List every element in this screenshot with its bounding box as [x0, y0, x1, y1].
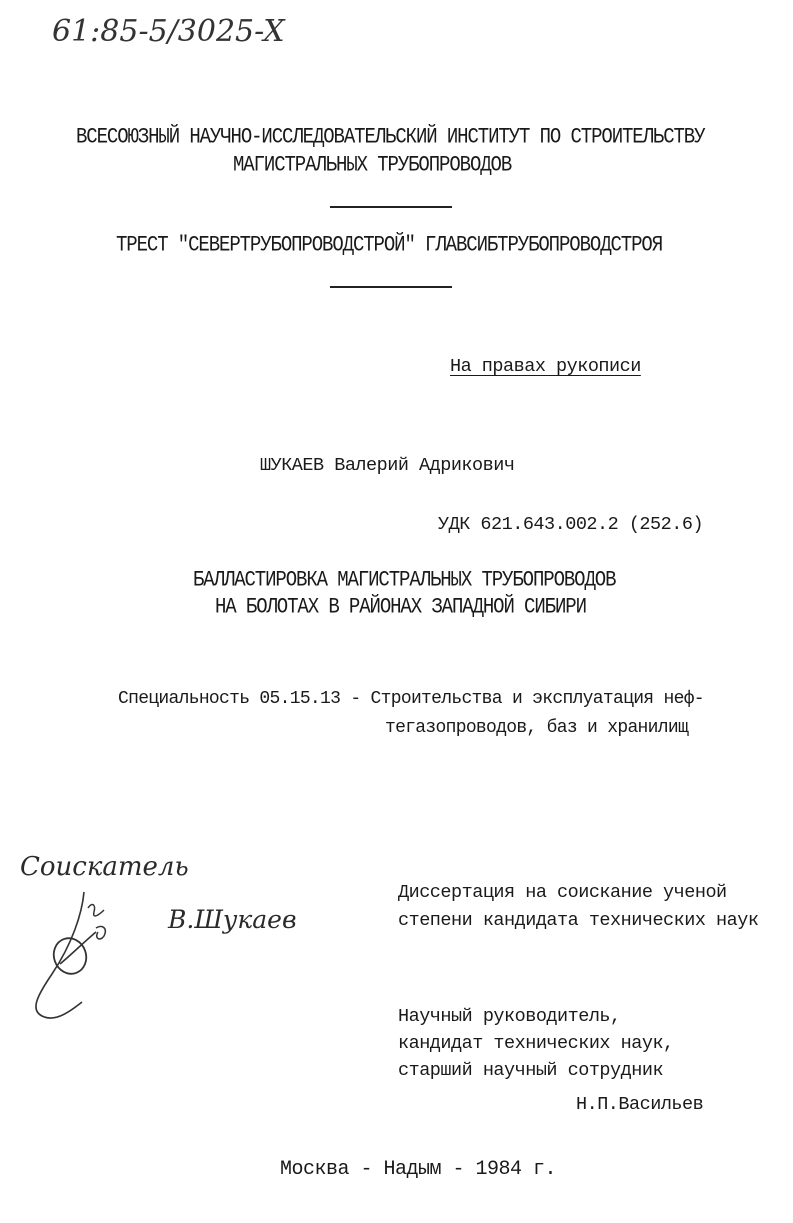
dissertation-title-line1: БАЛЛАСТИРОВКА МАГИСТРАЛЬНЫХ ТРУБОПРОВОДОВ — [193, 567, 616, 593]
dissertation-statement-line2: степени кандидата технических наук — [398, 910, 759, 931]
handwritten-archive-number: 61:85-5/3025-X — [52, 14, 285, 49]
divider-bottom — [330, 286, 452, 288]
institute-name-line2: МАГИСТРАЛЬНЫХ ТРУБОПРОВОДОВ — [233, 152, 512, 178]
applicant-label-handwritten: Соискатель — [20, 852, 189, 882]
supervisor-line1: Научный руководитель, — [398, 1006, 621, 1027]
dissertation-statement-line1: Диссертация на соискание ученой — [398, 882, 727, 903]
dissertation-title-line2: НА БОЛОТАХ В РАЙОНАХ ЗАПАДНОЙ СИБИРИ — [215, 594, 586, 620]
institute-name-line1: ВСЕСОЮЗНЫЙ НАУЧНО-ИССЛЕДОВАТЕЛЬСКИЙ ИНСТИТУТ ПО СТРОИТЕЛЬСТВУ — [76, 124, 705, 150]
applicant-signature-name: В.Шукаев — [168, 905, 297, 934]
author-name: ШУКАЕВ Валерий Адрикович — [260, 455, 515, 476]
specialty-line1: Специальность 05.15.13 - Строительства и эксплуатация неф- — [118, 689, 704, 709]
udc-code: УДК 621.643.002.2 (252.6) — [438, 514, 704, 535]
supervisor-line2: кандидат технических наук, — [398, 1033, 674, 1054]
supervisor-name: Н.П.Васильев — [576, 1094, 704, 1115]
place-and-year: Москва - Надым - 1984 г. — [280, 1158, 557, 1181]
signature-scribble — [22, 884, 132, 1024]
divider-top — [330, 206, 452, 208]
manuscript-note: На правах рукописи — [450, 356, 641, 377]
specialty-line2: тегазопроводов, баз и хранилищ — [385, 718, 689, 738]
trust-name: ТРЕСТ "СЕВЕРТРУБОПРОВОДСТРОЙ" ГЛАВСИБТРУБОПРОВОДСТРОЯ — [116, 232, 662, 258]
supervisor-line3: старший научный сотрудник — [398, 1060, 664, 1081]
